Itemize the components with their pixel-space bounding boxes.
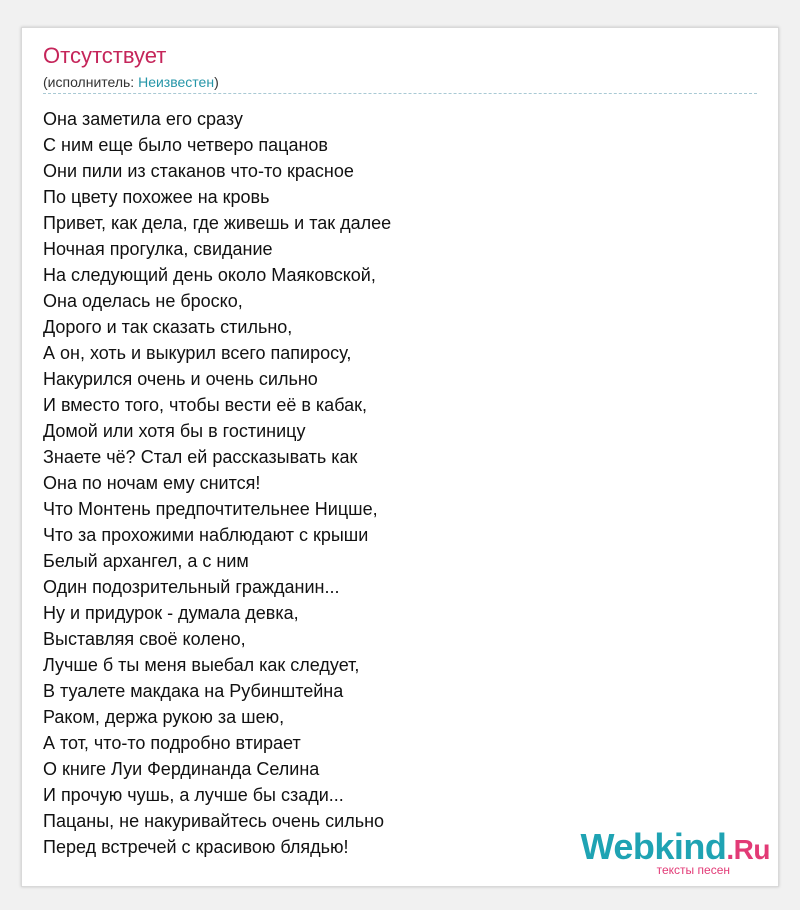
- lyric-line: Что Монтень предпочтительнее Ницше,: [43, 499, 378, 519]
- lyric-line: О книге Луи Фердинанда Селина: [43, 759, 320, 779]
- lyric-line: Пацаны, не накуривайтесь очень сильно: [43, 811, 385, 831]
- lyric-line: По цвету похожее на кровь: [43, 187, 270, 207]
- lyric-line: Она оделась не броско,: [43, 291, 243, 311]
- logo-tagline: тексты песен: [656, 863, 730, 877]
- lyric-line: Белый архангел, а с ним: [43, 551, 249, 571]
- artist-suffix: ): [214, 74, 219, 90]
- lyric-line: Ну и придурок - думала девка,: [43, 603, 299, 623]
- artist-prefix: (исполнитель:: [43, 74, 139, 90]
- lyric-line: Они пили из стаканов что-то красное: [43, 161, 354, 181]
- lyric-line: И вместо того, чтобы вести её в кабак,: [43, 395, 367, 415]
- lyric-line: И прочую чушь, а лучше бы сзади...: [43, 785, 344, 805]
- lyric-line: На следующий день около Маяковской,: [43, 265, 376, 285]
- title-divider: [43, 93, 757, 94]
- lyric-line: Перед встречей с красивою блядью!: [43, 837, 349, 857]
- lyric-line: Что за прохожими наблюдают с крыши: [43, 525, 369, 545]
- lyric-line: Ночная прогулка, свидание: [43, 239, 273, 259]
- lyric-line: В туалете макдака на Рубинштейна: [43, 681, 344, 701]
- lyric-line: Домой или хотя бы в гостиницу: [43, 421, 306, 441]
- lyric-line: Привет, как дела, где живешь и так далее: [43, 213, 392, 233]
- lyric-line: Накурился очень и очень сильно: [43, 369, 318, 389]
- lyrics-text: [43, 106, 391, 860]
- lyric-line: Она заметила его сразу: [43, 109, 243, 129]
- lyric-line: Раком, держа рукою за шею,: [43, 707, 285, 727]
- lyric-line: Один подозрительный гражданин...: [43, 577, 340, 597]
- artist-link[interactable]: Неизвестен: [138, 74, 215, 90]
- lyric-line: А он, хоть и выкурил всего папиросу,: [43, 343, 352, 363]
- lyric-line: Выставляя своё колено,: [43, 629, 246, 649]
- lyric-line: С ним еще было четверо пацанов: [43, 135, 328, 155]
- webkind-logo: [580, 826, 770, 877]
- lyric-line: Она по ночам ему снится!: [43, 473, 261, 493]
- artist-line: [43, 73, 219, 91]
- lyric-line: Лучше б ты меня выебал как следует,: [43, 655, 360, 675]
- logo-tld: .Ru: [726, 834, 770, 865]
- song-title: Отсутствует: [43, 43, 167, 68]
- lyric-line: А тот, что-то подробно втирает: [43, 733, 301, 753]
- lyric-line: Знаете чё? Стал ей рассказывать как: [43, 447, 358, 467]
- lyric-line: Дорого и так сказать стильно,: [43, 317, 293, 337]
- lyrics-card: [21, 27, 779, 887]
- logo-brand: Webkind: [580, 826, 727, 867]
